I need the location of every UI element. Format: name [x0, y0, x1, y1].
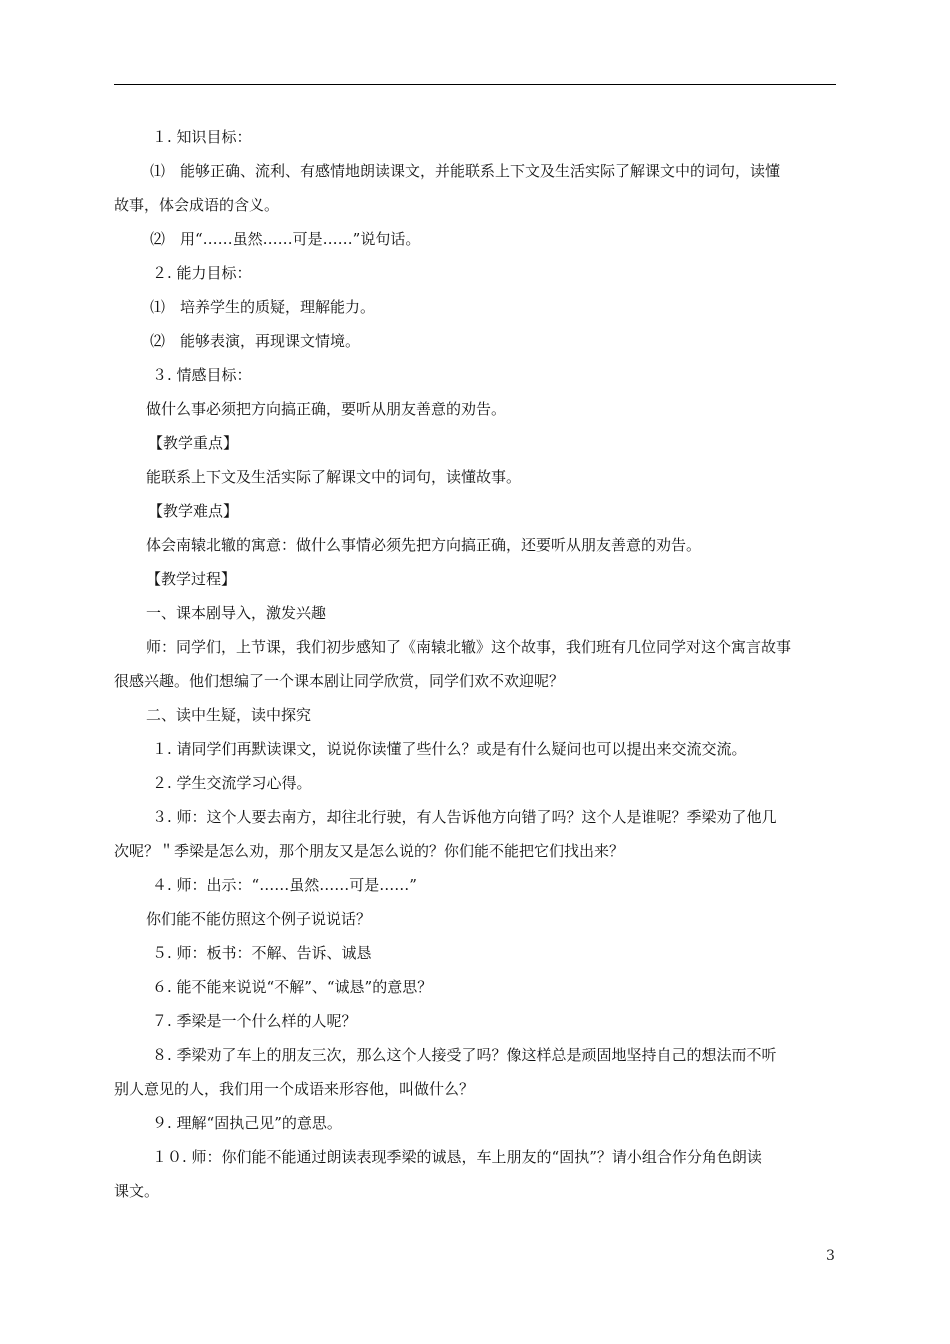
text-line: 做什么事必须把方向搞正确，要听从朋友善意的劝告。	[146, 400, 507, 418]
text-line: ⑵ 用“……虽然……可是……”说句话。	[150, 230, 421, 248]
text-line: 很感兴趣。他们想编了一个课本剧让同学欣赏，同学们欢不欢迎呢？	[114, 672, 565, 690]
text-line: 你们能不能仿照这个例子说说话？	[146, 910, 372, 928]
text-line: ８. 季梁劝了车上的朋友三次，那么这个人接受了吗？像这样总是顽固地坚持自己的想法而不听	[152, 1046, 777, 1064]
text-line: ⑵ 能够表演，再现课文情境。	[150, 332, 361, 350]
text-line: 别人意见的人，我们用一个成语来形容他，叫做什么？	[114, 1080, 475, 1098]
text-line: 二、读中生疑，读中探究	[146, 706, 312, 724]
text-line: ２. 能力目标：	[152, 264, 252, 282]
document-body	[114, 120, 840, 1208]
text-line: 体会南辕北辙的寓意：做什么事情必须先把方向搞正确，还要听从朋友善意的劝告。	[146, 536, 702, 554]
text-line: ３. 师：这个人要去南方，却往北行驶，有人告诉他方向错了吗？这个人是谁呢？季梁劝了他几	[152, 808, 777, 826]
text-line: １. 请同学们再默读课文，说说你读懂了些什么？或是有什么疑问也可以提出来交流交流。	[152, 740, 747, 758]
text-line: ４. 师：出示：“……虽然……可是……”	[152, 876, 417, 894]
text-line: 一、课本剧导入，激发兴趣	[146, 604, 327, 622]
text-line: 课文。	[114, 1182, 160, 1200]
text-line: １. 知识目标：	[152, 128, 252, 146]
section-heading: 【教学重点】	[148, 434, 239, 452]
text-line: 能联系上下文及生活实际了解课文中的词句，读懂故事。	[146, 468, 522, 486]
text-line: ２. 学生交流学习心得。	[152, 774, 312, 792]
text-line: ９. 理解“固执己见”的意思。	[152, 1114, 342, 1132]
section-heading: 【教学难点】	[148, 502, 239, 520]
text-line: ６. 能不能来说说“不解”、“诚恳”的意思？	[152, 978, 433, 996]
section-heading: 【教学过程】	[146, 570, 237, 588]
text-line: ⑴ 培养学生的质疑，理解能力。	[150, 298, 376, 316]
text-line: 次呢？＂季梁是怎么劝，那个朋友又是怎么说的？你们能不能把它们找出来？	[114, 842, 625, 860]
text-line: ３. 情感目标：	[152, 366, 252, 384]
text-line: ５. 师：板书：不解、告诉、诚恳	[152, 944, 372, 962]
text-line: ⑴ 能够正确、流利、有感情地朗读课文，并能联系上下文及生活实际了解课文中的词句，读懂	[150, 162, 781, 180]
header-rule	[114, 84, 836, 85]
page-number: 3	[826, 1248, 835, 1264]
text-line: ７. 季梁是一个什么样的人呢？	[152, 1012, 357, 1030]
text-line: １０. 师：你们能不能通过朗读表现季梁的诚恳，车上朋友的“固执”？请小组合作分角色朗读	[152, 1148, 762, 1166]
text-line: 师：同学们，上节课，我们初步感知了《南辕北辙》这个故事，我们班有几位同学对这个寓言故事	[146, 638, 792, 656]
text-line: 故事，体会成语的含义。	[114, 196, 280, 214]
